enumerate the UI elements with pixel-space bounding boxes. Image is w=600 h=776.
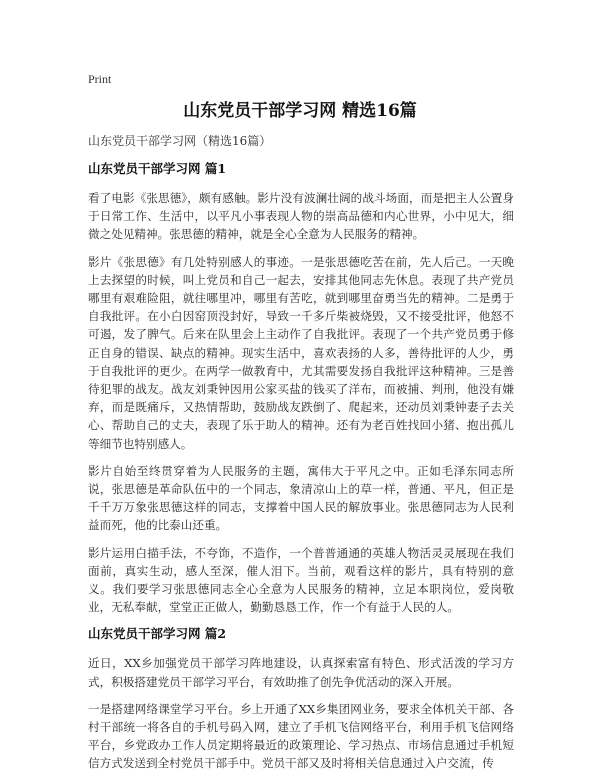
paragraph: 看了电影《张思德》，颇有感触。影片没有波澜壮阔的战斗场面，而是把主人公置身于日常工作、生活中，以平凡小事表现人物的崇高品德和内心世界，小中见大，细微之处见精神。张思德的精神，就是全心全意为人民服务的精神。 [88, 191, 514, 242]
document-title: 山东党员干部学习网 精选16篇 [183, 101, 417, 121]
paragraph: 影片《张思德》有几处特别感人的事迹。一是张思德吃苦在前，先人后己。一天晚上去探望的时候，叫上党员和自己一起去，安排其他同志先休息。表现了共产党员哪里有艰难险阻，就往哪里冲，哪里有苦吃，就到哪里奋勇当先的精神。二是勇于自我批评。在小白因窑顶没封好，导致一千多斤柴被烧毁，又不接受批评，他怒不可遏，发了脾气。后来在队里会上主动作了自我批评。表现了一个共产党员勇于修正自身的错误、缺点的精神。现实生活中，喜欢表扬的人多，善待批评的人少，勇于自我批评的更少。在两学一做教育中，尤其需要发扬自我批评这种精神。三是善待犯罪的战友。战友刘秉钟因用公家买盐的钱买了洋布，而被捕、判刑，他没有嫌弃，而是既痛斥，又热情帮助，鼓励战友跌倒了、爬起来，还动员刘秉钟妻子去关心、帮助自己的丈夫，表现了乐于助人的精神。还有为老百姓找回小猪、抱出孤儿等细节也特别感人。 [88, 254, 514, 451]
section-heading: 山东党员干部学习网 篇2 [88, 626, 227, 642]
document-subtitle: 山东党员干部学习网（精选16篇） [88, 134, 272, 148]
section-2 [88, 625, 514, 772]
print-link[interactable]: Print [88, 72, 112, 86]
paragraph: 一是搭建网络课堂学习平台。乡上开通了XX乡集团网业务，要求全体机关干部、各村干部统一将各自的手机号码入网，建立了手机飞信网络平台，利用手机飞信网络平台，乡党政办工作人员定期将最近的政策理论、学习热点、市场信息通过手机短信方式发送到全村党员干部手中。党员干部又及时将相关信息通过入户交流，传 [88, 701, 514, 771]
paragraph: 影片运用白描手法，不夸饰，不造作，一个普普通通的英雄人物活灵灵展现在我们面前，真实生动，感人至深，催人泪下。当前，观看这样的影片，具有特别的意义。我们要学习张思德同志全心全意为人民服务的精神，立足本职岗位，爱岗敬业，无私奉献，堂堂正正做人，勤勤恳恳工作，作一个有益于人民的人。 [88, 545, 514, 615]
paragraph: 影片自始至终贯穿着为人民服务的主题，寓伟大于平凡之中。正如毛泽东同志所说，张思德是革命队伍中的一个同志，象清凉山上的草一样，普通、平凡，但正是千千万万象张思德这样的同志，支撑着中国人民的解放事业。张思德同志为人民利益而死，他的比泰山还重。 [88, 463, 514, 533]
section-1 [88, 160, 514, 616]
section-heading: 山东党员干部学习网 篇1 [88, 161, 227, 176]
document-body [88, 132, 514, 776]
paragraph: 近日，XX乡加强党员干部学习阵地建设，认真探索富有特色、形式活泼的学习方式，积极搭建党员干部学习平台，有效助推了创先争优活动的深入开展。 [88, 656, 514, 689]
